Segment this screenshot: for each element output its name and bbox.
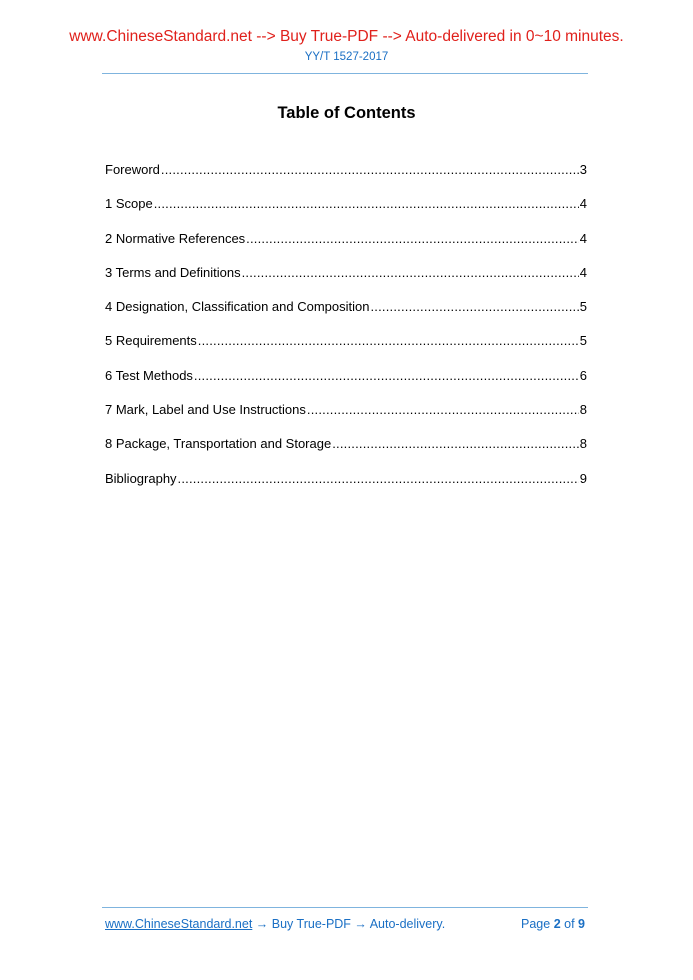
toc-entry-page: 3 <box>579 162 587 177</box>
toc-entry-label: 7 Mark, Label and Use Instructions <box>105 402 306 418</box>
dot-leader <box>161 162 579 178</box>
toc-entry-requirements[interactable] <box>105 333 587 367</box>
promo-banner[interactable]: www.ChineseStandard.net --> Buy True-PDF --> Auto-delivered in 0~10 minutes. <box>69 28 624 45</box>
dot-leader <box>242 265 579 281</box>
toc-entry-page: 4 <box>579 230 587 246</box>
page-total: 9 <box>578 917 585 931</box>
dot-leader <box>178 471 579 487</box>
footer-divider <box>102 907 588 908</box>
footer-tagline: → Buy True-PDF → Auto-delivery. <box>252 917 446 931</box>
dot-leader <box>332 436 579 452</box>
toc-entry-label: 4 Designation, Classification and Composition <box>105 299 370 315</box>
toc-entry-label: 8 Package, Transportation and Storage <box>105 436 332 452</box>
toc-entry-label: Bibliography <box>105 470 177 486</box>
toc-entry-label: 6 Test Methods <box>105 367 193 383</box>
toc-entry-page: 4 <box>579 196 587 212</box>
toc-entry-designation[interactable] <box>105 299 587 333</box>
toc-entry-page: 8 <box>579 436 587 452</box>
dot-leader <box>194 368 579 384</box>
page-title: Table of Contents <box>277 104 416 122</box>
toc-entry-foreword[interactable] <box>105 162 587 196</box>
header-divider <box>102 73 588 74</box>
page-footer <box>105 916 587 932</box>
toc-entry-page: 5 <box>579 333 587 349</box>
document-number: YY/T 1527-2017 <box>304 51 389 63</box>
toc-entry-label: 3 Terms and Definitions <box>105 264 241 280</box>
toc-entry-label: 5 Requirements <box>105 333 197 349</box>
dot-leader <box>198 333 579 349</box>
dot-leader <box>246 231 579 247</box>
toc-entry-label: 1 Scope <box>105 196 153 212</box>
dot-leader <box>370 299 578 315</box>
footer-site-link[interactable]: www.ChineseStandard.net <box>105 917 253 931</box>
page-of-label: of <box>564 917 575 931</box>
toc-entry-page: 4 <box>579 264 587 280</box>
toc-entry-page: 8 <box>579 402 587 418</box>
toc-entry-page: 6 <box>579 367 587 383</box>
dot-leader <box>307 402 579 418</box>
toc-list <box>105 162 587 505</box>
page-label: Page <box>521 917 551 931</box>
toc-entry-normative-references[interactable] <box>105 231 587 265</box>
toc-entry-test-methods[interactable] <box>105 368 587 402</box>
toc-entry-terms-definitions[interactable] <box>105 265 587 299</box>
dot-leader <box>154 196 579 212</box>
toc-entry-page: 9 <box>579 470 587 486</box>
page-indicator <box>521 916 585 932</box>
toc-entry-bibliography[interactable] <box>105 471 587 505</box>
toc-entry-label: Foreword <box>105 162 160 177</box>
toc-entry-page: 5 <box>579 299 587 315</box>
toc-entry-scope[interactable] <box>105 196 587 230</box>
toc-entry-package[interactable] <box>105 436 587 470</box>
toc-entry-label: 2 Normative References <box>105 230 246 246</box>
page-current: 2 <box>553 917 561 931</box>
footer-tagline-group <box>105 917 445 931</box>
toc-entry-mark-label[interactable] <box>105 402 587 436</box>
